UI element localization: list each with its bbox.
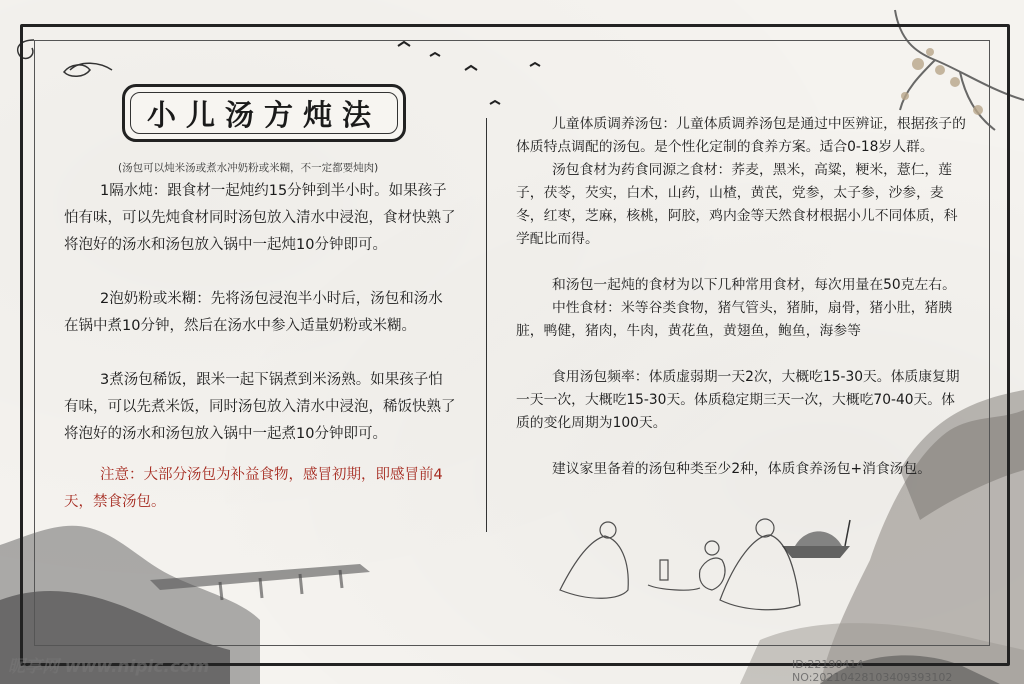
method-1-paragraph: 1隔水炖：跟食材一起炖约15分钟到半小时。如果孩子怕有味，可以先炖食材同时汤包放入清水中浸泡，食材快熟了将泡好的汤水和汤包放入锅中一起炖10分钟即可。 [64,183,456,253]
ingredients-paragraph: 汤包食材为药食同源之食材：荞麦，黑米，高粱，粳米，薏仁，莲子，茯苓，芡实，白术，山药，山楂，黄芪，党参，太子参，沙参，麦冬，红枣，芝麻，核桃，阿胶，鸡内金等天然食材根据小儿不同体质，科学配比而得。 [516,162,958,247]
watermark-left: 昵享网 www.nipic.com [8,657,210,677]
subtitle-note: (汤包可以炖米汤或煮水冲奶粉或米糊，不一定都要炖肉) [118,162,379,174]
stew-ingredients-paragraph: 和汤包一起炖的食材为以下几种常用食材，每次用量在50克左右。 [552,277,956,293]
title-box [122,84,406,142]
page-title: 小儿汤方炖法 [146,97,381,132]
watermark-right: ID:22190414 NO:20210428103409393102 [792,658,953,684]
suggestion-paragraph: 建议家里备着的汤包种类至少2种，体质食养汤包+消食汤包。 [552,461,932,477]
soup-pack-intro: 儿童体质调养汤包：儿童体质调养汤包是通过中医辨证，根据孩子的体质特点调配的汤包。是个性化定制的食养方案。适合0-18岁人群。 [516,116,966,155]
method-3-paragraph: 3煮汤包稀饭，跟米一起下锅煮到米汤熟。如果孩子怕有味，可以先煮米饭，同时汤包放入清水中浸泡，稀饭快熟了将泡好的汤水和汤包放入锅中一起煮10分钟即可。 [64,372,456,442]
method-2-paragraph: 2泡奶粉或米糊：先将汤包浸泡半小时后，汤包和汤水在锅中煮10分钟，然后在汤水中参入适量奶粉或米糊。 [64,291,443,334]
left-column [64,178,456,516]
column-divider [486,118,487,532]
right-column [516,113,968,481]
neutral-foods-paragraph: 中性食材：米等谷类食物，猪气管头，猪肺，扇骨，猪小肚，猪胰脏，鸭健，猪肉，牛肉，黄花鱼，黄翅鱼，鲍鱼，海参等 [516,300,953,339]
frequency-paragraph: 食用汤包频率：体质虚弱期一天2次，大概吃15-30天。体质康复期一天一次，大概吃15-30天。体质稳定期三天一次，大概吃70-40天。体质的变化周期为100天。 [516,369,960,431]
warning-paragraph: 注意：大部分汤包为补益食物，感冒初期，即感冒前4天，禁食汤包。 [64,467,443,510]
